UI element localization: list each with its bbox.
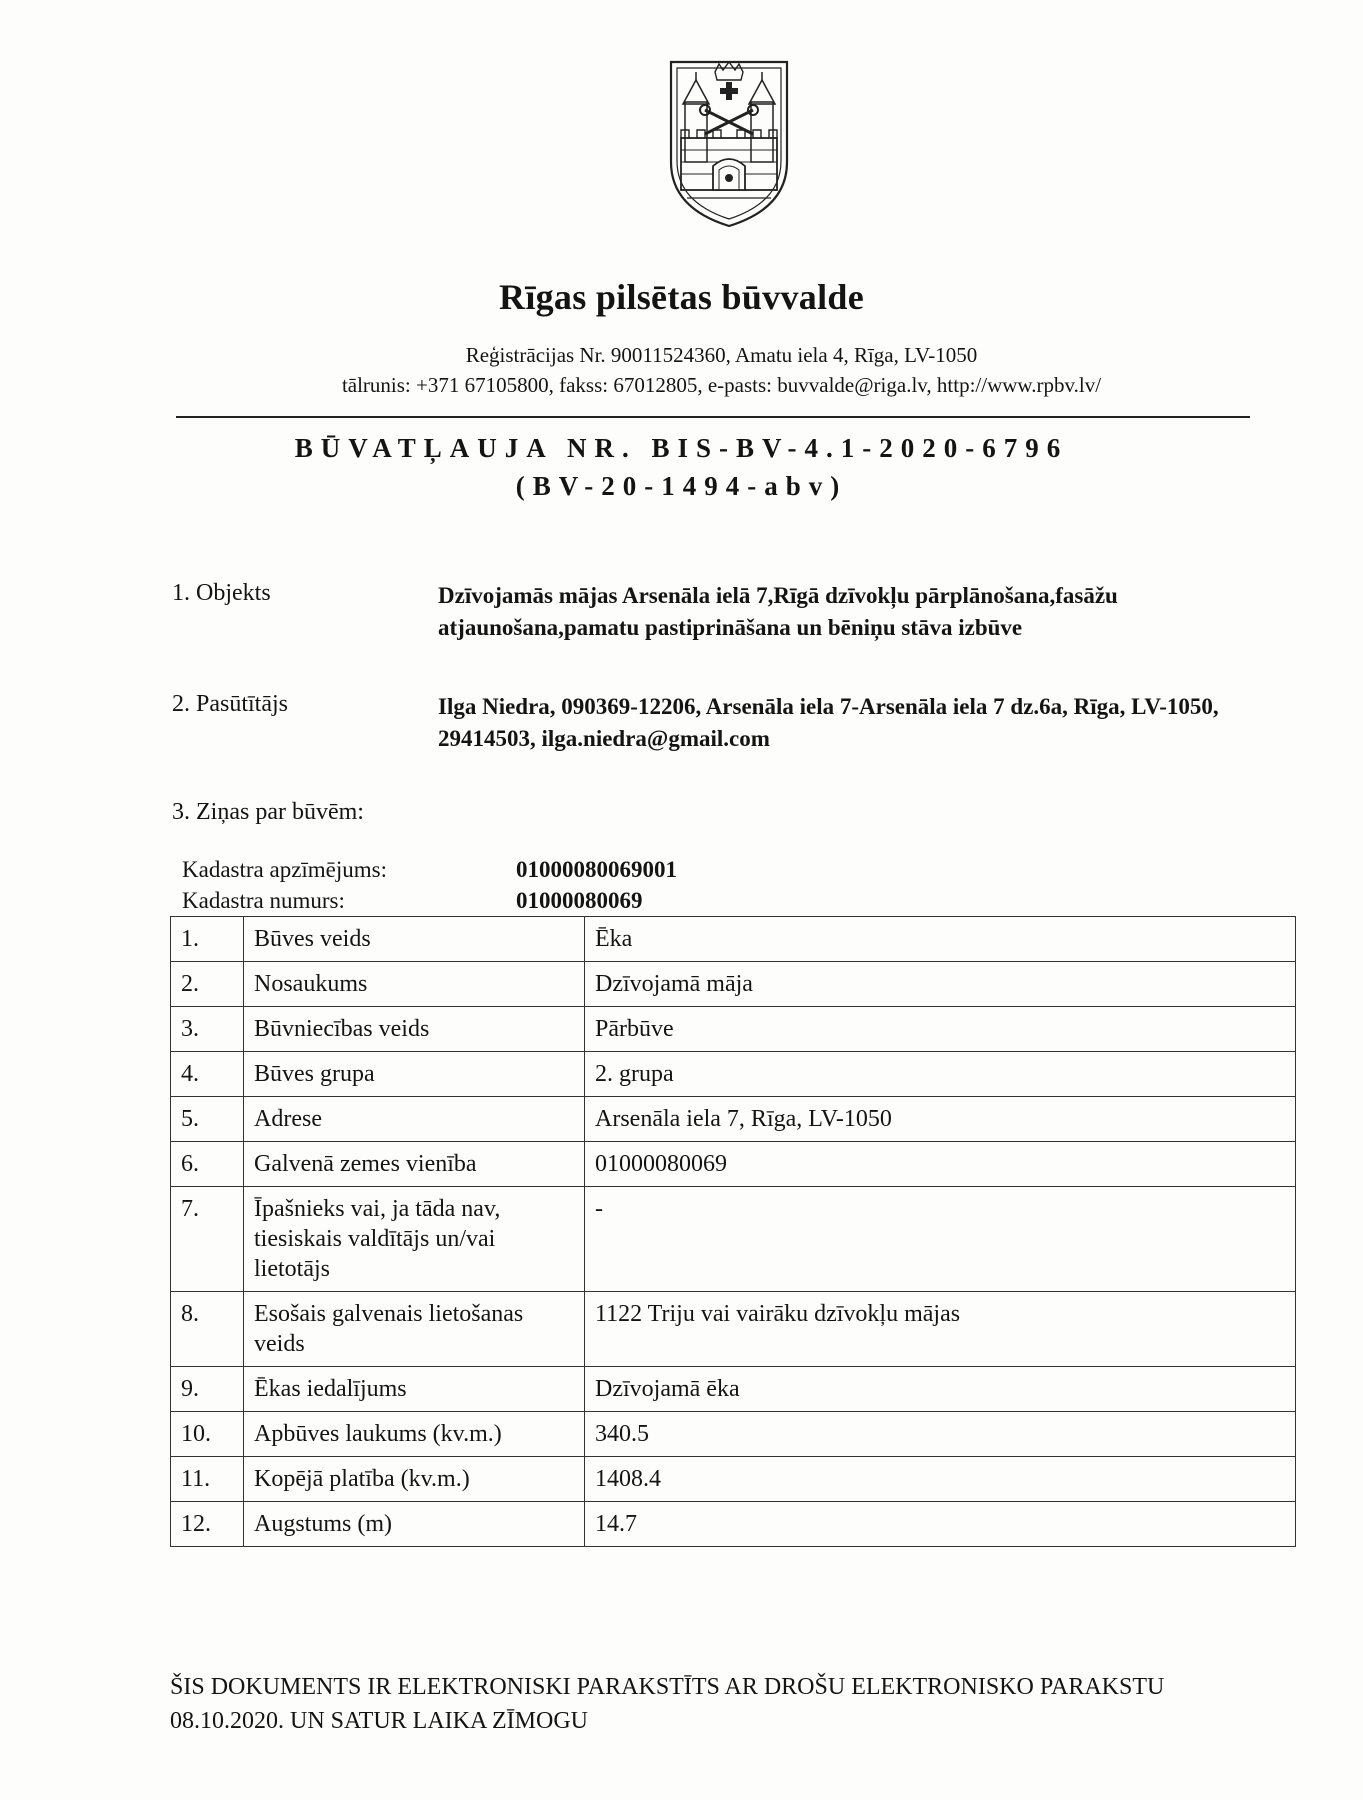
row-value: 1408.4 [585,1457,1296,1502]
table-row [171,1457,1296,1502]
table-row [171,1007,1296,1052]
row-number: 12. [171,1502,244,1547]
row-label: Apbūves laukums (kv.m.) [244,1412,585,1457]
row-value: 01000080069 [585,1142,1296,1187]
table-row [171,1367,1296,1412]
row-value: 2. grupa [585,1052,1296,1097]
row-value: Arsenāla iela 7, Rīga, LV-1050 [585,1097,1296,1142]
row-number: 2. [171,962,244,1007]
table-row [171,1502,1296,1547]
row-number: 6. [171,1142,244,1187]
row-label: Nosaukums [244,962,585,1007]
row-number: 11. [171,1457,244,1502]
cadastre-designation-value: 01000080069001 [516,857,677,882]
row-number: 4. [171,1052,244,1097]
row-number: 10. [171,1412,244,1457]
e-signature-notice: ŠIS DOKUMENTS IR ELEKTRONISKI PARAKSTĪTS AR DROŠU ELEKTRONISKO PARAKSTU 08.10.2020. UN SATUR LAIKA ZĪMOGU [170,1674,1165,1734]
table-row [171,917,1296,962]
row-value: 1122 Triju vai vairāku dzīvokļu mājas [585,1292,1296,1367]
cadastre-number-value: 01000080069 [516,888,643,913]
row-number: 9. [171,1367,244,1412]
row-label: Īpašnieks vai, ja tāda nav, tiesiskais valdītājs un/vai lietotājs [244,1187,585,1292]
table-row [171,1052,1296,1097]
organization-contacts: tālrunis: +371 67105800, fakss: 67012805, e-pasts: buvvalde@riga.lv, http://www.rpbv.lv/ [341,373,1102,397]
row-value: 14.7 [585,1502,1296,1547]
table-row [171,1097,1296,1142]
field-value-client: Ilga Niedra, 090369-12206, Arsenāla iela 7-Arsenāla iela 7 dz.6a, Rīga, LV-1050, 29414503, ilga.niedra@gmail.com [438,694,1219,751]
table-row [171,1292,1296,1367]
row-value: Dzīvojamā ēka [585,1367,1296,1412]
row-label: Kopējā platība (kv.m.) [244,1457,585,1502]
cadastre-designation-label: Kadastra apzīmējums: [182,857,388,882]
permit-number-title: BŪVATĻAUJA NR. BIS-BV-4.1-2020-6796 [294,433,1069,463]
row-value: Dzīvojamā māja [585,962,1296,1007]
row-label: Galvenā zemes vienība [244,1142,585,1187]
header-divider [176,416,1250,418]
table-row [171,1412,1296,1457]
row-label: Adrese [244,1097,585,1142]
row-label: Ēkas iedalījums [244,1367,585,1412]
table-row [171,1142,1296,1187]
field-label-object: 1. Objekts [172,580,271,606]
row-label: Būves veids [244,917,585,962]
row-number: 8. [171,1292,244,1367]
row-value: Pārbūve [585,1007,1296,1052]
row-number: 5. [171,1097,244,1142]
row-value: Ēka [585,917,1296,962]
field-label-client: 2. Pasūtītājs [172,691,289,717]
organization-name: Rīgas pilsētas būvvalde [499,277,864,317]
row-label: Būvniecības veids [244,1007,585,1052]
row-label: Būves grupa [244,1052,585,1097]
section-heading-buildings: 3. Ziņas par būvēm: [172,799,364,825]
riga-coat-of-arms [665,58,793,230]
table-row [171,962,1296,1007]
building-info-table [170,916,1296,1547]
permit-alt-number: (BV-20-1494-abv) [515,471,848,501]
cadastre-number-label: Kadastra numurs: [182,888,345,913]
row-number: 1. [171,917,244,962]
organization-registration: Reģistrācijas Nr. 90011524360, Amatu iela 4, Rīga, LV-1050 [465,343,978,367]
row-label: Esošais galvenais lietošanas veids [244,1292,585,1367]
row-value: - [585,1187,1296,1292]
row-number: 3. [171,1007,244,1052]
table-row [171,1187,1296,1292]
field-value-object: Dzīvojamās mājas Arsenāla ielā 7,Rīgā dzīvokļu pārplānošana,fasāžu atjaunošana,pamatu pastiprināšana un bēniņu stāva izbūve [438,583,1118,640]
row-label: Augstums (m) [244,1502,585,1547]
row-number: 7. [171,1187,244,1292]
row-value: 340.5 [585,1412,1296,1457]
